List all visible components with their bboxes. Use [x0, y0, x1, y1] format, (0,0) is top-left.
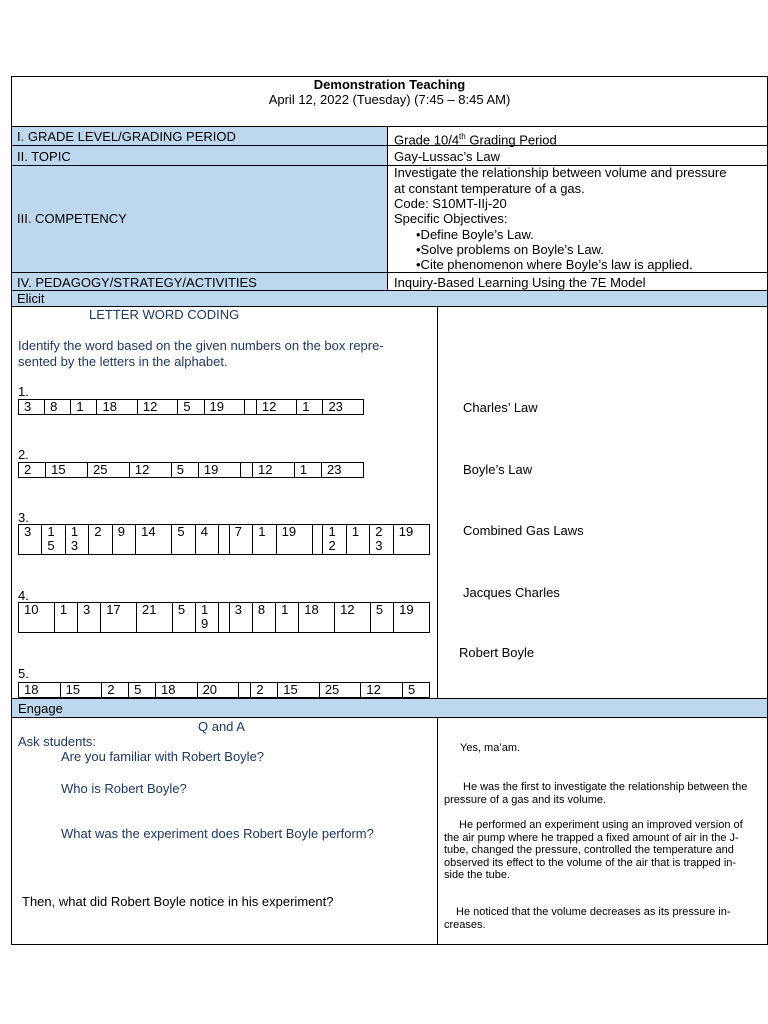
- code-cell: 1: [253, 525, 276, 555]
- code-cell: [244, 400, 256, 415]
- code-cell: 8: [252, 603, 275, 633]
- instruction-line2: sented by the letters in the alphabet.: [18, 354, 228, 369]
- code-cell: 19: [394, 603, 430, 633]
- question-text: What was the experiment does Robert Boyle perform?: [61, 826, 374, 841]
- code-cell: 1: [297, 400, 323, 415]
- code-cell: 14: [136, 525, 172, 555]
- code-cell: 1: [71, 400, 97, 415]
- code-cell: 1: [54, 603, 77, 633]
- code-table: [18, 399, 364, 415]
- code-cell: 2: [251, 683, 278, 698]
- question-text: Then, what did Robert Boyle notice in his experiment?: [22, 894, 334, 909]
- code-cell: 5: [178, 400, 204, 415]
- code-table: [18, 524, 430, 555]
- document-title: Demonstration Teaching: [313, 77, 466, 92]
- answer-text: Combined Gas Laws: [463, 523, 584, 538]
- code-cell: 1: [346, 525, 369, 555]
- code-cell: 1 2: [323, 525, 346, 555]
- answer-text: Charles’ Law: [463, 400, 538, 415]
- code-cell: 17: [101, 603, 137, 633]
- competency-desc-line1: Investigate the relationship between volume and pressure: [394, 165, 727, 180]
- response-text: tube, changed the pressure, controlled the temperature and: [444, 844, 734, 856]
- code-cell: 19: [276, 525, 312, 555]
- code-cell: 1 5: [42, 525, 65, 555]
- code-cell: 19: [204, 400, 244, 415]
- code-cell: [312, 525, 323, 555]
- response-text: He noticed that the volume decreases as its pressure in-: [456, 906, 731, 918]
- elicit-right-panel: [437, 306, 768, 699]
- pedagogy-label: IV. PEDAGOGY/STRATEGY/ACTIVITIES: [17, 275, 257, 290]
- response-text: creases.: [444, 919, 486, 931]
- engage-header: [11, 698, 768, 718]
- code-cell: 2: [19, 463, 46, 478]
- qa-title: Q and A: [198, 719, 245, 734]
- response-text: He performed an experiment using an improved version of: [459, 819, 743, 831]
- competency-desc-line2: at constant temperature of a gas.: [394, 181, 585, 196]
- grade-value-text: Grade 10/4: [394, 132, 460, 148]
- competency-label: III. COMPETENCY: [17, 211, 127, 226]
- code-cell: 1 3: [65, 525, 88, 555]
- pedagogy-value: Inquiry-Based Learning Using the 7E Model: [394, 275, 646, 290]
- engage-label: Engage: [18, 701, 63, 716]
- code-cell: 15: [46, 463, 88, 478]
- code-cell: 18: [19, 683, 61, 698]
- code-cell: 3: [78, 603, 101, 633]
- objective-item: •Solve problems on Boyle’s Law.: [416, 242, 604, 257]
- code-cell: 1: [294, 463, 321, 478]
- elicit-label: Elicit: [17, 291, 45, 306]
- code-cell: 18: [97, 400, 137, 415]
- response-text: the air pump where he trapped a fixed amount of air in the J-: [444, 832, 739, 844]
- topic-value: Gay-Lussac’s Law: [394, 149, 500, 164]
- code-cell: 10: [19, 603, 55, 633]
- answer-text: Robert Boyle: [459, 645, 535, 660]
- code-cell: [219, 525, 230, 555]
- code-cell: 4: [195, 525, 218, 555]
- code-cell: 25: [319, 683, 361, 698]
- elicit-header: [11, 290, 768, 307]
- code-cell: 23: [323, 400, 364, 415]
- grade-value-suffix: Grading Period: [465, 132, 557, 148]
- code-cell: 9: [112, 525, 135, 555]
- grade-value-sup: th: [459, 132, 466, 141]
- code-cell: 18: [299, 603, 335, 633]
- code-cell: 5: [129, 683, 156, 698]
- answer-text: Jacques Charles: [463, 585, 560, 600]
- code-cell: 15: [278, 683, 320, 698]
- response-text: He was the first to investigate the relationship between the: [463, 781, 748, 793]
- objective-item: •Cite phenomenon where Boyle’s law is applied.: [416, 257, 693, 272]
- question-text: Are you familiar with Robert Boyle?: [61, 749, 265, 764]
- response-text: Yes, ma’am.: [460, 742, 521, 754]
- code-cell: 19: [393, 525, 429, 555]
- code-cell: 8: [45, 400, 71, 415]
- code-cell: 19: [198, 463, 240, 478]
- code-cell: 5: [172, 603, 195, 633]
- objectives-heading: Specific Objectives:: [394, 211, 508, 226]
- grade-label: I. GRADE LEVEL/GRADING PERIOD: [17, 129, 236, 144]
- code-cell: 3: [19, 525, 42, 555]
- item-number: 5.: [18, 666, 29, 681]
- code-cell: 18: [155, 683, 197, 698]
- response-text: observed its effect to the volume of the air that is trapped in-: [444, 857, 737, 869]
- code-table: [18, 462, 364, 478]
- code-cell: 12: [137, 400, 177, 415]
- code-cell: 2 3: [370, 525, 393, 555]
- code-cell: 12: [256, 400, 296, 415]
- competency-code: Code: S10MT-IIj-20: [394, 196, 507, 211]
- code-cell: 3: [229, 603, 252, 633]
- code-cell: 12: [335, 603, 371, 633]
- code-cell: 1 9: [196, 603, 219, 633]
- code-cell: 20: [197, 683, 239, 698]
- code-cell: 5: [403, 683, 430, 698]
- code-cell: 7: [229, 525, 252, 555]
- code-cell: 25: [87, 463, 129, 478]
- code-cell: 15: [60, 683, 102, 698]
- code-cell: 12: [129, 463, 171, 478]
- code-cell: 2: [89, 525, 112, 555]
- code-cell: 5: [171, 463, 198, 478]
- code-cell: 3: [19, 400, 45, 415]
- code-cell: 12: [253, 463, 295, 478]
- document-date: April 12, 2022 (Tuesday) (7:45 – 8:45 AM): [268, 92, 511, 107]
- ask-students: Ask students:: [18, 734, 97, 749]
- code-cell: 2: [102, 683, 129, 698]
- code-cell: [219, 603, 230, 633]
- code-cell: 5: [172, 525, 195, 555]
- activity-title: LETTER WORD CODING: [89, 307, 240, 322]
- code-table: [18, 602, 430, 633]
- answer-text: Boyle’s Law: [463, 462, 533, 477]
- code-cell: 23: [322, 463, 364, 478]
- response-text: side the tube.: [444, 869, 511, 881]
- code-cell: 5: [370, 603, 393, 633]
- code-cell: [240, 463, 252, 478]
- item-number: 4.: [18, 588, 29, 603]
- topic-label: II. TOPIC: [17, 149, 71, 164]
- item-number: 1.: [18, 384, 29, 399]
- question-text: Who is Robert Boyle?: [61, 781, 187, 796]
- response-text: pressure of a gas and its volume.: [444, 794, 607, 806]
- item-number: 2.: [18, 447, 29, 462]
- code-cell: [239, 683, 251, 698]
- item-number: 3.: [18, 510, 29, 525]
- code-table: [18, 682, 430, 698]
- objective-item: •Define Boyle’s Law.: [416, 227, 534, 242]
- code-cell: 21: [137, 603, 173, 633]
- instruction-line1: Identify the word based on the given numbers on the box repre-: [18, 338, 384, 353]
- code-cell: 1: [276, 603, 299, 633]
- code-cell: 12: [361, 683, 403, 698]
